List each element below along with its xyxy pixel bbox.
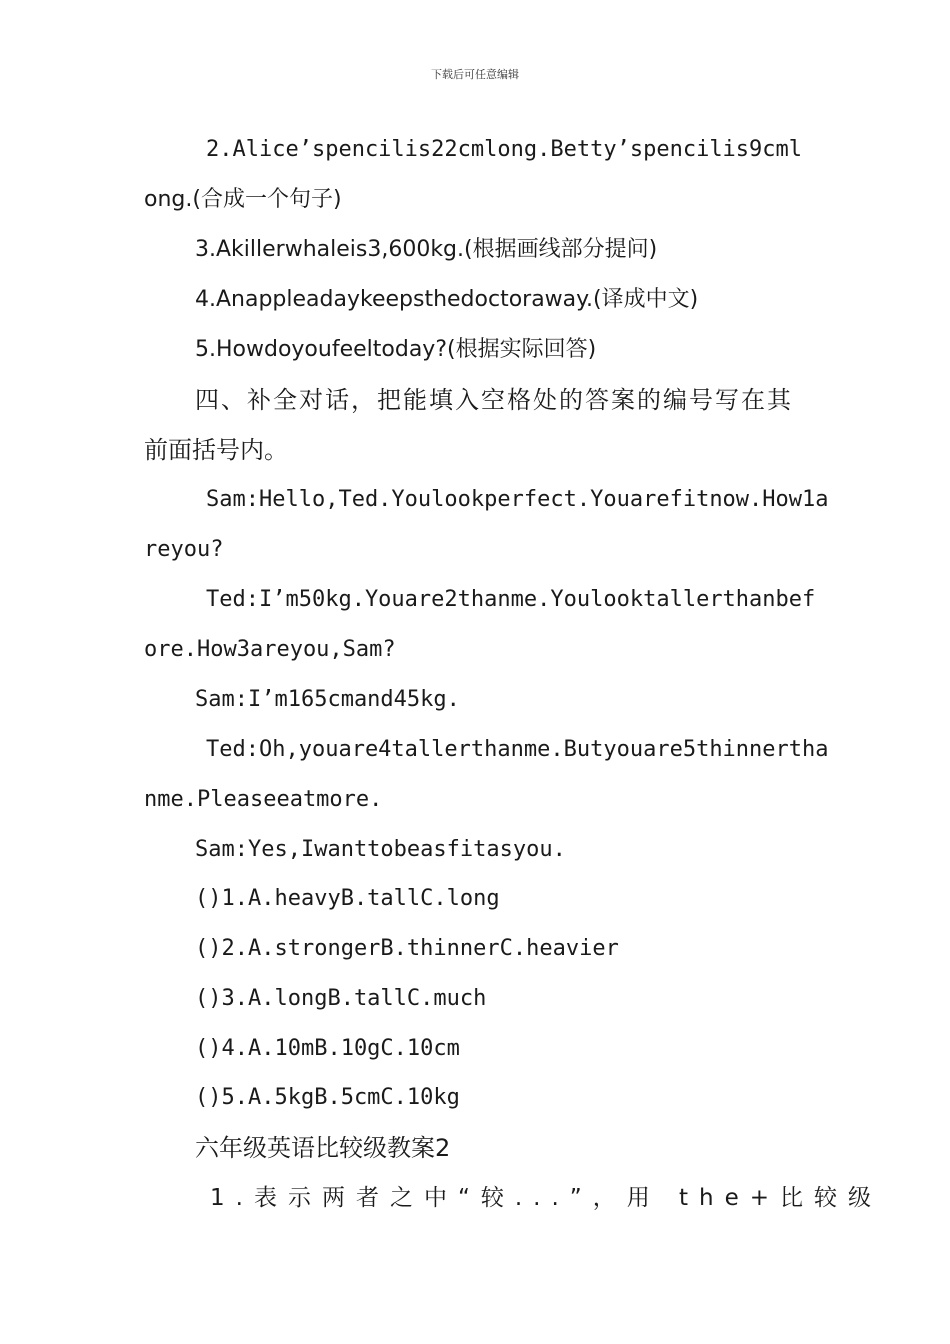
question-2-line-1: 2.Alice’spencilis22cmlong.Betty’spencilis9cml (206, 137, 803, 162)
choice-3: ()3.A.longB.tallC.much (195, 986, 487, 1011)
question-4: 4.Anappleadaykeepsthedoctoraway.(译成中文) (195, 287, 699, 312)
dialogue-line-3: Sam:I’m165cmand45kg. (195, 687, 460, 712)
dialogue-line-1a: Sam:Hello,Ted.Youlookperfect.Youarefitnow.How1a (206, 487, 829, 512)
choice-1: ()1.A.heavyB.tallC.long (195, 886, 500, 911)
question-5: 5.Howdoyoufeeltoday?(根据实际回答) (195, 337, 597, 362)
dialogue-line-5: Sam:Yes,Iwanttobeasfitasyou. (195, 837, 566, 862)
dialogue-line-2b: ore.How3areyou,Sam? (144, 637, 396, 662)
choice-5: ()5.A.5kgB.5cmC.10kg (195, 1085, 460, 1110)
choice-2: ()2.A.strongerB.thinnerC.heavier (195, 936, 619, 961)
section-4-heading-line-2: 前面括号内。 (144, 436, 288, 464)
dialogue-line-4b: nme.Pleaseeatmore. (144, 787, 383, 812)
section-4-heading-line-1: 四、补全对话，把能填入空格处的答案的编号写在其 (195, 386, 793, 414)
dialogue-line-4a: Ted:Oh,youare4tallerthanme.Butyouare5thinnertha (206, 737, 829, 762)
dialogue-line-2a: Ted:I’m50kg.Youare2thanme.Youlooktallerthanbef (206, 587, 816, 612)
rule-1: 1.表示两者之中“较...”，用 the+比较级 (210, 1185, 883, 1211)
question-3: 3.Akillerwhaleis3,600kg.(根据画线部分提问) (195, 237, 658, 262)
page-header: 下载后可任意编辑 (431, 68, 519, 81)
lesson-title: 六年级英语比较级教案2 (195, 1134, 451, 1162)
dialogue-line-1b: reyou? (144, 537, 224, 562)
choice-4: ()4.A.10mB.10gC.10cm (195, 1036, 460, 1061)
question-2-line-2: ong.(合成一个句子) (144, 187, 342, 212)
